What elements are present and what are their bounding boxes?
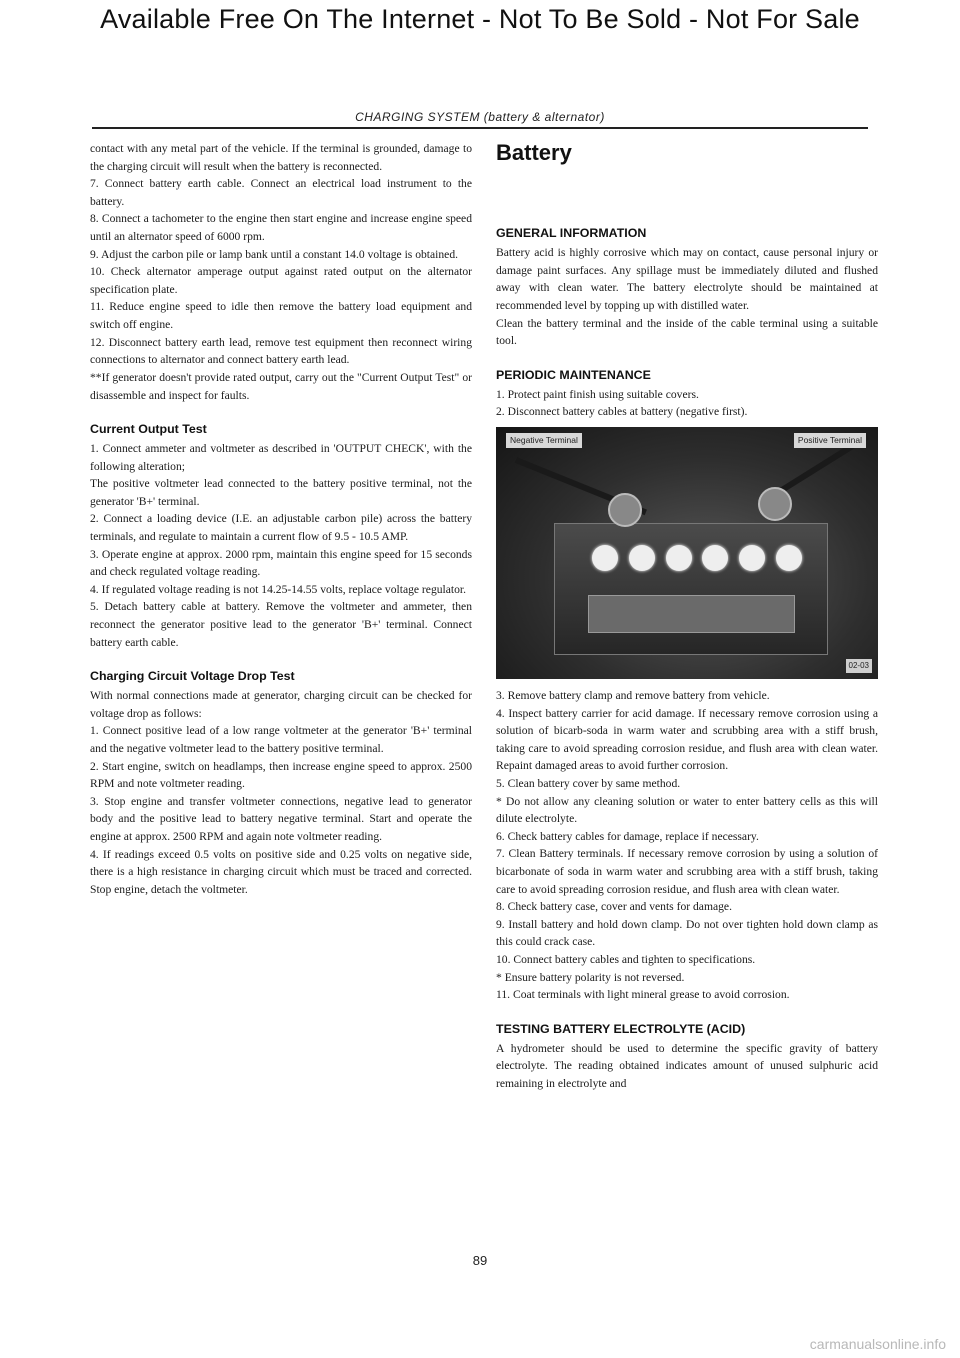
paragraph: 7. Clean Battery terminals. If necessary remove corrosion by using a solution of bicarbonate of soda in warm water and scrubbing area with a stiff brush, taking care to avoid spreading corrosion residue, and flush area with clean water. (496, 847, 878, 896)
paragraph: 6. Check battery cables for damage, replace if necessary. (496, 829, 759, 843)
paragraph: contact with any metal part of the vehicle. If the terminal is grounded, damage to the charging circuit will result when the battery is reconnected. (90, 142, 472, 173)
cell-cap (666, 545, 692, 571)
battery-title: Battery (496, 140, 572, 165)
paragraph: **If generator doesn't provide rated output, carry out the "Current Output Test" or disassemble and inspect for faults. (90, 370, 472, 402)
right-column (496, 140, 878, 1093)
paragraph: 2. Connect a loading device (I.E. an adjustable carbon pile) across the battery terminals, and regulate to maintain a current flow of 9.5 - 10.5 AMP. (90, 512, 472, 544)
positive-terminal (758, 487, 792, 521)
photo-code: 02-03 (846, 659, 872, 673)
paragraph: 9. Install battery and hold down clamp. Do not over tighten hold down clamp as this could crack case. (496, 917, 878, 949)
paragraph: 11. Coat terminals with light mineral grease to avoid corrosion. (496, 988, 790, 1002)
testing-electrolyte-heading: TESTING BATTERY ELECTROLYTE (ACID) (496, 1021, 746, 1036)
paragraph: Clean the battery terminal and the inside of the cable terminal using a suitable tool. (496, 316, 878, 348)
paragraph: 9. Adjust the carbon pile or lamp bank until a constant 14.0 voltage is obtained. (90, 247, 459, 261)
negative-terminal (608, 493, 642, 527)
paragraph: 1. Connect positive lead of a low range voltmeter at the generator 'B+' terminal and the negative voltmeter lead to the battery positive terminal. (90, 724, 472, 755)
battery-photo (496, 427, 878, 679)
battery-cell-caps (592, 545, 802, 577)
paragraph: 8. Check battery case, cover and vents for damage. (496, 900, 732, 914)
general-information-heading: GENERAL INFORMATION (496, 226, 647, 241)
periodic-maintenance-heading: PERIODIC MAINTENANCE (496, 367, 651, 382)
paragraph: 11. Reduce engine speed to idle then remove the battery load equipment and switch off engine. (90, 300, 472, 332)
voltage-drop-heading: Charging Circuit Voltage Drop Test (90, 669, 295, 684)
positive-terminal-tag: Positive Terminal (794, 433, 866, 448)
left-column (90, 140, 472, 898)
header-rule (92, 127, 868, 129)
paragraph: * Do not allow any cleaning solution or water to enter battery cells as this will dilute electrolyte. (496, 794, 878, 826)
paragraph: 3. Stop engine and transfer voltmeter connections, negative lead to generator body and the positive lead to battery negative terminal. Start and operate the engine at approx. 2500 RPM and again note voltmeter reading. (90, 794, 472, 844)
cell-cap (592, 545, 618, 571)
footer-watermark[interactable]: carmanualsonline.info (809, 1336, 946, 1352)
paragraph: 4. Inspect battery carrier for acid damage. If necessary remove corrosion using a solution of bicarb-soda in warm water and scrubbing area with a stiff brush, taking care to avoid spreading corrosion residue, and flush area with clean water. Repaint damaged areas to avoid further corrosion. (496, 706, 878, 773)
paragraph: 1. Connect ammeter and voltmeter as described in 'OUTPUT CHECK', with the following alteration; (90, 441, 472, 473)
paragraph: 2. Disconnect battery cables at battery (negative first). (496, 405, 748, 419)
cell-cap (776, 545, 802, 571)
battery-body (554, 523, 828, 655)
paragraph: With normal connections made at generator, charging circuit can be checked for voltage drop as follows: (90, 689, 472, 720)
running-head: CHARGING SYSTEM (battery & alternator) (355, 110, 605, 124)
paragraph: 3. Operate engine at approx. 2000 rpm, maintain this engine speed for 15 seconds and check regulated voltage reading. (90, 547, 472, 579)
banner: Available Free On The Internet - Not To Be Sold - Not For Sale (100, 4, 860, 34)
paragraph: The positive voltmeter lead connected to the battery positive terminal, not the generator 'B+' terminal. (90, 477, 472, 508)
paragraph: 10. Connect battery cables and tighten to specifications. (496, 953, 756, 967)
negative-terminal-tag: Negative Terminal (506, 433, 582, 448)
paragraph: 2. Start engine, switch on headlamps, then increase engine speed to approx. 2500 RPM and note voltmeter reading. (90, 759, 472, 791)
page-number: 89 (472, 1253, 488, 1268)
current-output-heading: Current Output Test (90, 422, 207, 437)
paragraph: 4. If readings exceed 0.5 volts on positive side and 0.25 volts on negative side, there is a high resistance in charging circuit which must be traced and corrected. Stop engine, detach the voltmeter. (90, 847, 472, 896)
paragraph: 4. If regulated voltage reading is not 14.25-14.55 volts, replace voltage regulator. (90, 582, 467, 596)
paragraph: Battery acid is highly corrosive which may on contact, cause personal injury or damage paint surfaces. Any spillage must be immediately diluted and flushed away with clean water. The battery electrolyte should be maintained at recommended level by topping up with distilled water. (496, 246, 878, 313)
paragraph: 5. Clean battery cover by same method. (496, 777, 681, 790)
paragraph: 1. Protect paint finish using suitable covers. (496, 387, 699, 401)
paragraph: 3. Remove battery clamp and remove battery from vehicle. (496, 688, 770, 702)
paragraph: 5. Detach battery cable at battery. Remove the voltmeter and ammeter, then reconnect the generator positive lead to the generator 'B+' terminal. Connect battery earth cable. (90, 600, 472, 649)
paragraph: 8. Connect a tachometer to the engine then start engine and increase engine speed until an alternator speed of 6000 rpm. (90, 212, 472, 244)
battery-label (588, 595, 795, 633)
paragraph: 10. Check alternator amperage output against rated output on the alternator specification plate. (90, 265, 472, 296)
paragraph: A hydrometer should be used to determine the specific gravity of battery electrolyte. The reading obtained indicates amount of unused sulphuric acid remaining in electrolyte and (496, 1041, 878, 1090)
paragraph: 12. Disconnect battery earth lead, remove test equipment then reconnect wiring connections to alternator and connect battery earth lead. (90, 335, 472, 367)
cell-cap (629, 545, 655, 571)
paragraph: * Ensure battery polarity is not reversed. (496, 970, 685, 984)
paragraph: 7. Connect battery earth cable. Connect an electrical load instrument to the battery. (90, 177, 472, 208)
cell-cap (702, 545, 728, 571)
cell-cap (739, 545, 765, 571)
